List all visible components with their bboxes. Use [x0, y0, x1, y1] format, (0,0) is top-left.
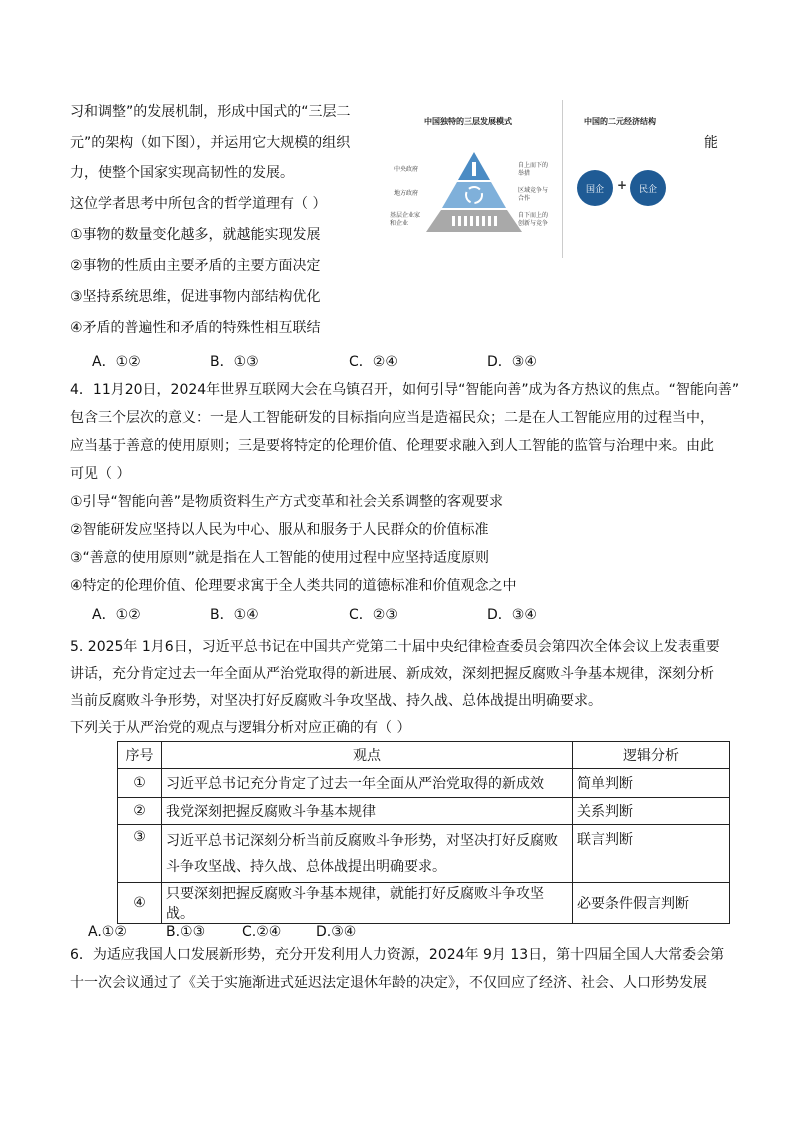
- level-label-central: 中央政府: [394, 166, 419, 173]
- q4-option-d[interactable]: D．③④: [487, 607, 537, 623]
- top-line-1: 习和调整”的发展机制，形成中国式的“三层二: [70, 104, 351, 120]
- table-header-row: [118, 742, 730, 769]
- circle-private: [630, 170, 666, 206]
- q4-line-1: 4．11月20日，2024年世界互联网大会在乌镇召开，如何引导“智能向善”成为各方热议的焦点。“智能向善”: [70, 382, 740, 398]
- level-desc-central: 自上而下的 举措: [518, 162, 549, 177]
- statement-2: ②事物的性质由主要矛盾的主要方面决定: [70, 258, 321, 274]
- table-row: [118, 825, 730, 883]
- circle-soe: [577, 170, 613, 206]
- table-row: [118, 883, 730, 924]
- q5-stem: 下列关于从严治党的观点与逻辑分析对应正确的有（ ）: [70, 720, 411, 736]
- q4-line-3: 应当基于善意的使用原则；三是要将特定的伦理价值、伦理要求融入到人工智能的监管与治理中来。由此: [70, 438, 714, 454]
- row-logic: 联言判断: [573, 825, 730, 883]
- q6-line-1: 6．为适应我国人口发展新形势，充分开发利用人力资源，2024年 9月 13日，第十四届全国人大常委会第: [70, 947, 725, 963]
- q6-line-2: 十一次会议通过了《关于实施渐进式延迟法定退休年龄的决定》，不仅回应了经济、社会、人口形势发展: [70, 975, 707, 991]
- row-logic: 关系判断: [573, 798, 730, 825]
- development-model-figure: [384, 100, 704, 260]
- logic-table: [117, 741, 730, 924]
- q4-statement-4: ④特定的伦理价值、伦理要求寓于全人类共同的道德标准和价值观念之中: [70, 578, 517, 594]
- pyramid-bottom-tier: [426, 210, 522, 232]
- row-number: ①: [118, 769, 162, 798]
- statement-3: ③坚持系统思维，促进事物内部结构优化: [70, 289, 321, 305]
- trailing-char: 能: [704, 135, 718, 151]
- level-desc-grassroots: 自下而上的 创新与竞争: [518, 212, 549, 227]
- q4-option-b[interactable]: B．①④: [210, 607, 259, 623]
- q5-option-c[interactable]: C.②④: [242, 924, 282, 940]
- q5-line-3: 当前反腐败斗争形势，对坚决打好反腐败斗争攻坚战、持久战、总体战提出明确要求。: [70, 693, 602, 709]
- row-view: 只要深刻把握反腐败斗争基本规律，就能打好反腐败斗争攻坚战。: [162, 883, 573, 924]
- top-line-3: 力，使整个国家实现高韧性的发展。: [70, 165, 294, 181]
- header-number: 序号: [118, 742, 162, 769]
- top-tier-mark: [472, 162, 476, 176]
- q3-options: [92, 352, 692, 372]
- row-number: ②: [118, 798, 162, 825]
- q5-line-1: 5. 2025年 1月6日，习近平总书记在中国共产党第二十届中央纪律检查委员会第四次全体会议上发表重要: [70, 639, 720, 655]
- q3-option-c[interactable]: C．②④: [349, 354, 398, 370]
- row-view: 习近平总书记深刻分析当前反腐败斗争形势，对坚决打好反腐败斗争攻坚战、持久战、总体战提出明确要求。: [162, 825, 573, 883]
- level-desc-local: 区域竞争与 合作: [518, 187, 549, 202]
- q4-option-a[interactable]: A．①②: [92, 607, 141, 623]
- q3-option-d[interactable]: D．③④: [487, 354, 537, 370]
- statement-1: ①事物的数量变化越多，就越能实现发展: [70, 227, 321, 243]
- plus-sign: +: [617, 178, 628, 192]
- circle-soe-label: 国企: [585, 184, 604, 195]
- table-row: [118, 798, 730, 825]
- row-number: ③: [118, 825, 162, 883]
- q4-line-2: 包含三个层次的意义：一是人工智能研发的目标指向应当是造福民众；二是在人工智能应用的过程当中，: [70, 410, 714, 426]
- q3-option-b[interactable]: B．①③: [210, 354, 259, 370]
- header-logic: 逻辑分析: [573, 742, 730, 769]
- question-stem-3: 这位学者思考中所包含的哲学道理有（ ）: [70, 196, 327, 212]
- table-row: [118, 769, 730, 798]
- q4-line-4: 可见（ ）: [70, 466, 131, 482]
- header-view: 观点: [162, 742, 573, 769]
- q5-option-a[interactable]: A.①②: [88, 924, 127, 940]
- row-number: ④: [118, 883, 162, 924]
- figure-left-title: 中国独特的三层发展模式: [424, 117, 512, 126]
- q5-options: [88, 922, 488, 942]
- row-view: 习近平总书记充分肯定了过去一年全面从严治党取得的新成效: [162, 769, 573, 798]
- statement-4: ④矛盾的普遍性和矛盾的特殊性相互联结: [70, 320, 321, 336]
- level-label-grassroots: 基层企业家 和企业: [390, 212, 421, 227]
- q3-option-a[interactable]: A．①②: [92, 354, 141, 370]
- circle-private-label: 民企: [638, 184, 657, 195]
- row-logic: 简单判断: [573, 769, 730, 798]
- q5-option-d[interactable]: D.③④: [316, 924, 357, 940]
- level-label-local: 地方政府: [394, 190, 419, 197]
- q5-line-2: 讲话，充分肯定过去一年全面从严治党取得的新进展、新成效，深刻把握反腐败斗争基本规律，深刻分析: [70, 666, 714, 682]
- pyramid-graphic: [424, 150, 524, 234]
- figure-divider: [562, 100, 563, 258]
- q5-option-b[interactable]: B.①③: [166, 924, 206, 940]
- q4-statement-3: ③“善意的使用原则”就是指在人工智能的使用过程中应坚持适度原则: [70, 550, 490, 566]
- q4-statement-1: ①引导“智能向善”是物质资料生产方式变革和社会关系调整的客观要求: [70, 494, 504, 510]
- top-line-2: 元”的架构（如下图），并运用它大规模的组织: [70, 135, 351, 151]
- row-view: 我党深刻把握反腐败斗争基本规律: [162, 798, 573, 825]
- figure-right-title: 中国的二元经济结构: [584, 117, 656, 126]
- pyramid-middle-tier: [442, 182, 506, 208]
- q4-options: [92, 605, 692, 625]
- q4-statement-2: ②智能研发应坚持以人民为中心、服从和服务于人民群众的价值标准: [70, 522, 489, 538]
- q4-option-c[interactable]: C．②③: [349, 607, 398, 623]
- row-logic: 必要条件假言判断: [573, 883, 730, 924]
